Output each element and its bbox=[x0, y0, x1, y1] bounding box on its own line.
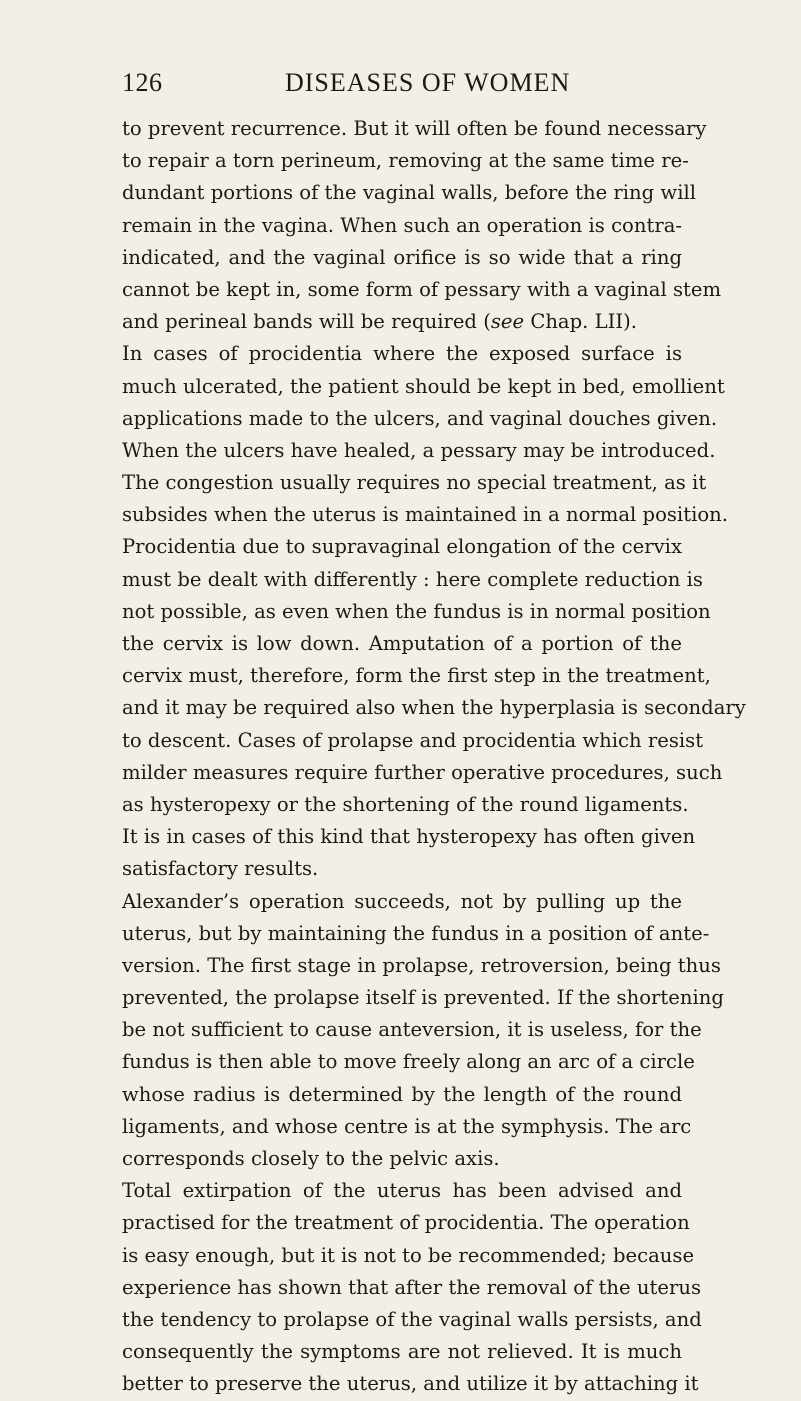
text-line: dundant portions of the vaginal walls, before the ring will bbox=[122, 181, 697, 205]
text-line: not possible, as even when the fundus is in normal position bbox=[122, 599, 711, 623]
text-line: prevented, the prolapse itself is prevented. If the shortening bbox=[122, 986, 724, 1010]
text-line: the cervix is low down. Amputation of a portion of the bbox=[122, 632, 682, 655]
text-line: fundus is then able to move freely along an arc of a circle bbox=[122, 1050, 695, 1074]
text-line: practised for the treatment of procidentia. The operation bbox=[122, 1211, 690, 1235]
paragraph bbox=[122, 113, 722, 338]
text-line: to repair a torn perineum, removing at the same time re- bbox=[122, 149, 689, 173]
paragraph bbox=[122, 1175, 702, 1400]
italic-see: see bbox=[490, 310, 525, 334]
text-line: milder measures require further operative procedures, such bbox=[122, 760, 723, 784]
text-line bbox=[122, 306, 682, 338]
text-line: remain in the vagina. When such an operation is contra- bbox=[122, 213, 682, 237]
page-number: 126 bbox=[122, 68, 163, 97]
text-line: cannot be kept in, some form of pessary with a vaginal stem bbox=[122, 277, 722, 301]
text-line: whose radius is determined by the length of the round bbox=[122, 1082, 682, 1106]
text-line: is easy enough, but it is not to be recommended; because bbox=[122, 1243, 695, 1267]
text-line: uterus, but by maintaining the fundus in a position of ante- bbox=[122, 921, 710, 945]
text-line: satisfactory results. bbox=[122, 857, 319, 881]
text-line: ligaments, and whose centre is at the symphysis. The arc bbox=[122, 1114, 692, 1138]
text-line: and it may be required also when the hyperplasia is secondary bbox=[122, 696, 746, 720]
text-line: must be dealt with differently : here complete reduction is bbox=[122, 567, 703, 591]
text-line: subsides when the uterus is maintained in a normal position. bbox=[122, 503, 728, 527]
text-line: consequently the symptoms are not relieved. It is much bbox=[122, 1340, 682, 1364]
text-line: to descent. Cases of prolapse and procidentia which resist bbox=[122, 728, 704, 752]
text-fragment: Chap. LII). bbox=[524, 310, 637, 334]
text-line: Procidentia due to supravaginal elongation of the cervix bbox=[122, 535, 682, 559]
text-line: cervix must, therefore, form the first step in the treatment, bbox=[122, 664, 711, 688]
text-line: version. The first stage in prolapse, retroversion, being thus bbox=[122, 953, 721, 977]
running-head bbox=[122, 68, 682, 104]
text-line: It is in cases of this kind that hysteropexy has often given bbox=[122, 825, 696, 849]
paragraph bbox=[122, 531, 746, 885]
body-text bbox=[122, 113, 746, 1401]
text-line: corresponds closely to the pelvic axis. bbox=[122, 1147, 500, 1170]
text-line: When the ulcers have healed, a pessary may be introduced. bbox=[122, 438, 716, 462]
text-line: better to preserve the uterus, and utilize it by attaching it bbox=[122, 1372, 699, 1396]
text-line: be not sufficient to cause anteversion, it is useless, for the bbox=[122, 1018, 702, 1042]
text-line: the tendency to prolapse of the vaginal walls persists, and bbox=[122, 1307, 702, 1331]
text-line: In cases of procidentia where the exposed surface is bbox=[122, 342, 682, 366]
text-line: Alexander’s operation succeeds, not by pulling up the bbox=[122, 889, 682, 913]
text-line: much ulcerated, the patient should be kept in bed, emollient bbox=[122, 374, 725, 398]
paragraph bbox=[122, 338, 728, 531]
text-line: as hysteropexy or the shortening of the round ligaments. bbox=[122, 792, 689, 816]
text-line: to prevent recurrence. But it will often be found necessary bbox=[122, 117, 707, 140]
text-line: Total extirpation of the uterus has been advised and bbox=[122, 1179, 682, 1203]
text-line: applications made to the ulcers, and vaginal douches given. bbox=[122, 406, 718, 430]
paragraph bbox=[122, 886, 724, 1176]
text-line: experience has shown that after the removal of the uterus bbox=[122, 1275, 702, 1299]
text-line: The congestion usually requires no special treatment, as it bbox=[122, 471, 707, 495]
text-fragment: and perineal bands will be required ( bbox=[122, 310, 491, 334]
running-title: DISEASES OF WOMEN bbox=[285, 68, 571, 97]
text-line: indicated, and the vaginal orifice is so wide that a ring bbox=[122, 245, 682, 269]
